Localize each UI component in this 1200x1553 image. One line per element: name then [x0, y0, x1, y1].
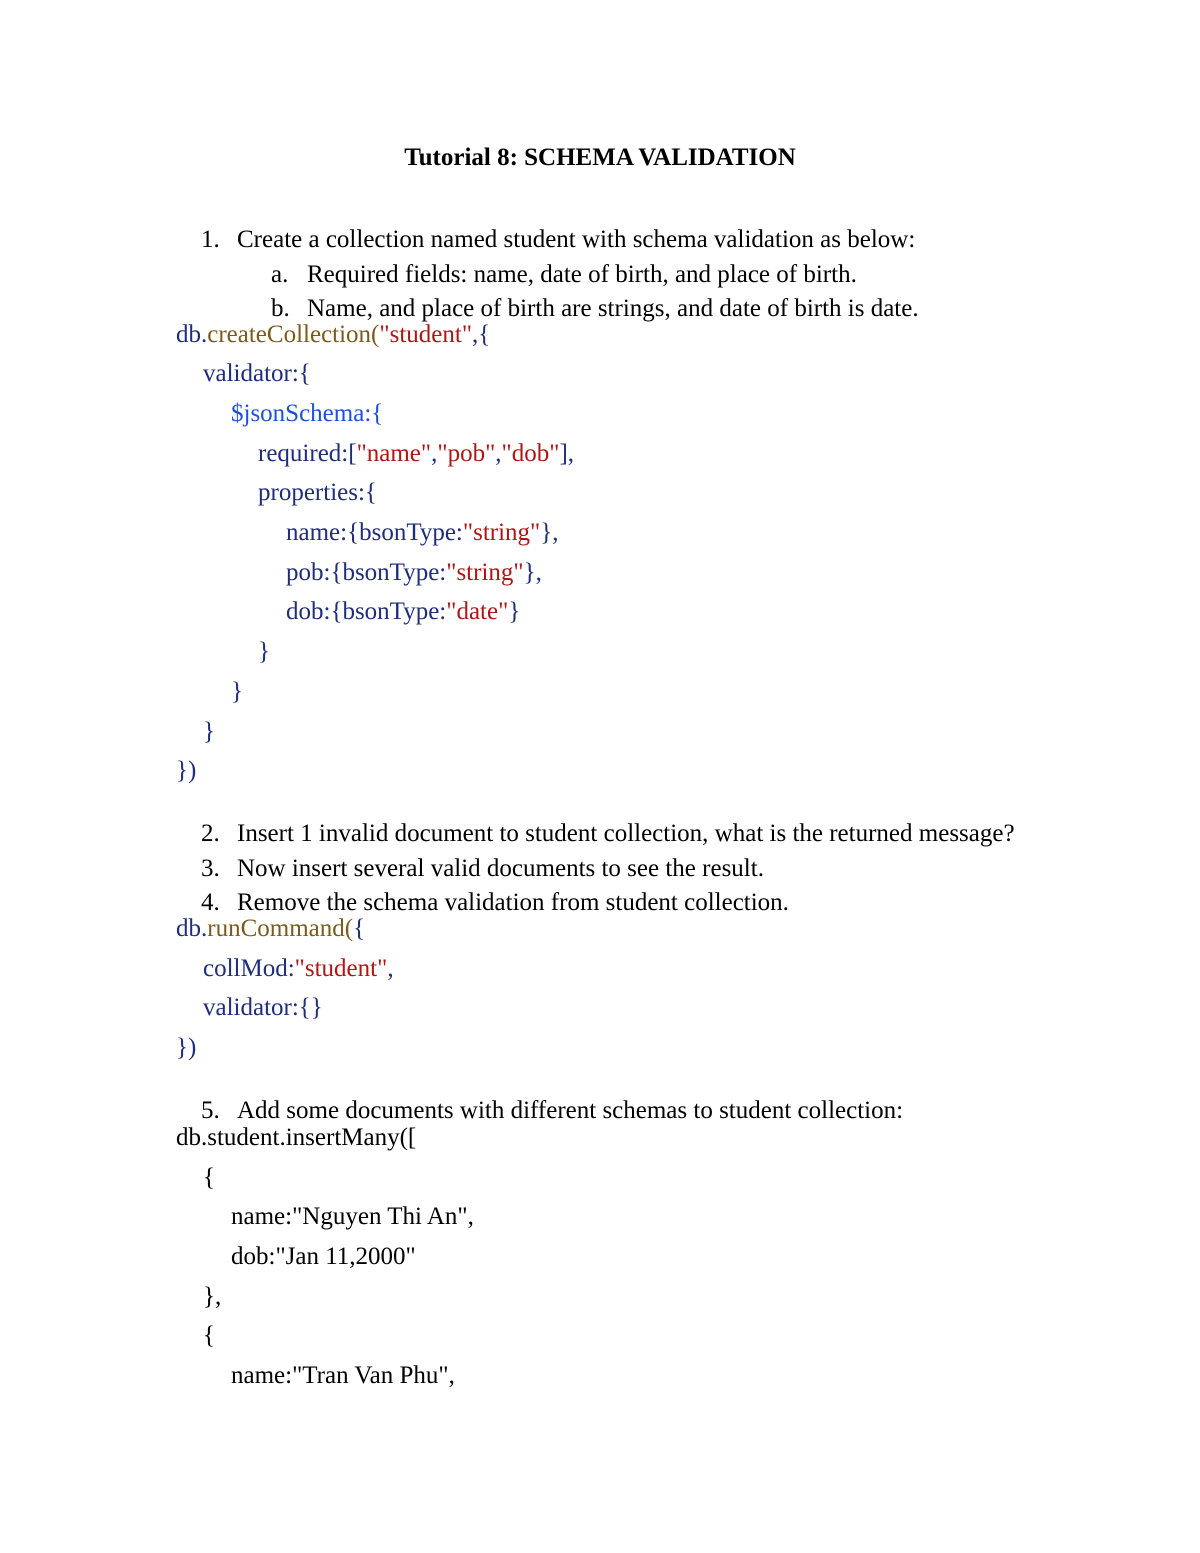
code-line: $jsonSchema:{	[231, 400, 384, 427]
code-line	[203, 953, 394, 985]
code-token: },	[523, 559, 542, 586]
code-token: collMod:	[203, 955, 295, 982]
code-token: "student"	[379, 321, 473, 348]
item-number: 5.	[201, 1097, 220, 1124]
code-token: ,	[495, 440, 502, 467]
code-line: name:"Tran Van Phu",	[231, 1362, 455, 1389]
code-token: createCollection(	[207, 321, 380, 348]
code-token: ,{	[472, 321, 491, 348]
code-token: "date"	[446, 598, 509, 625]
code-line: })	[176, 757, 197, 784]
code-line: }	[231, 678, 243, 705]
item-text: Create a collection named student with schema validation as below:	[237, 226, 916, 253]
code-token: "name"	[356, 440, 432, 467]
code-token: required:[	[258, 440, 357, 467]
code-line	[286, 517, 559, 549]
code-token: dob:{bsonType:	[286, 598, 447, 625]
code-line	[286, 596, 520, 628]
code-token: runCommand(	[207, 915, 354, 942]
item-text: Add some documents with different schemas to student collection:	[237, 1097, 904, 1124]
code-line	[176, 319, 490, 351]
code-line: name:"Nguyen Thi An",	[231, 1203, 474, 1230]
item-number: 3.	[201, 855, 220, 882]
code-token: }	[508, 598, 521, 625]
code-token: ],	[559, 440, 575, 467]
page-title: Tutorial 8: SCHEMA VALIDATION	[404, 144, 796, 171]
item-number: 2.	[201, 820, 220, 847]
code-line	[176, 913, 365, 945]
code-token: pob:{bsonType:	[286, 559, 447, 586]
item-text: Now insert several valid documents to see the result.	[237, 855, 764, 882]
code-line: dob:"Jan 11,2000"	[231, 1243, 416, 1270]
code-line	[286, 557, 542, 589]
sub-item-text: Required fields: name, date of birth, and place of birth.	[307, 261, 857, 288]
code-line: properties:{	[258, 479, 377, 506]
item-number: 4.	[201, 889, 220, 916]
code-token: "string"	[446, 559, 524, 586]
item-number: 1.	[201, 226, 220, 253]
sub-item-text: Name, and place of birth are strings, and date of birth is date.	[307, 295, 919, 322]
code-token: name:{bsonType:	[286, 519, 463, 546]
code-token: db.	[176, 321, 208, 348]
code-line: validator:{}	[203, 994, 323, 1021]
code-line: db.student.insertMany([	[176, 1124, 417, 1151]
code-token: },	[540, 519, 559, 546]
code-token: ,	[387, 955, 394, 982]
code-token: "student"	[294, 955, 388, 982]
code-token: db.	[176, 915, 208, 942]
code-token: {	[353, 915, 366, 942]
item-text: Remove the schema validation from student collection.	[237, 889, 789, 916]
code-line: }	[203, 718, 215, 745]
sub-item-letter: a.	[271, 261, 289, 288]
code-line: },	[203, 1283, 222, 1310]
code-token: ,	[431, 440, 438, 467]
code-line	[258, 438, 574, 470]
sub-item-letter: b.	[271, 295, 290, 322]
code-token: "string"	[462, 519, 541, 546]
code-line: {	[203, 1164, 215, 1191]
code-line: validator:{	[203, 360, 311, 387]
code-line: })	[176, 1034, 197, 1061]
code-token: "pob"	[437, 440, 496, 467]
code-line: }	[258, 638, 270, 665]
item-text: Insert 1 invalid document to student collection, what is the returned message?	[237, 820, 1015, 847]
code-line: {	[203, 1322, 215, 1349]
code-token: "dob"	[501, 440, 560, 467]
